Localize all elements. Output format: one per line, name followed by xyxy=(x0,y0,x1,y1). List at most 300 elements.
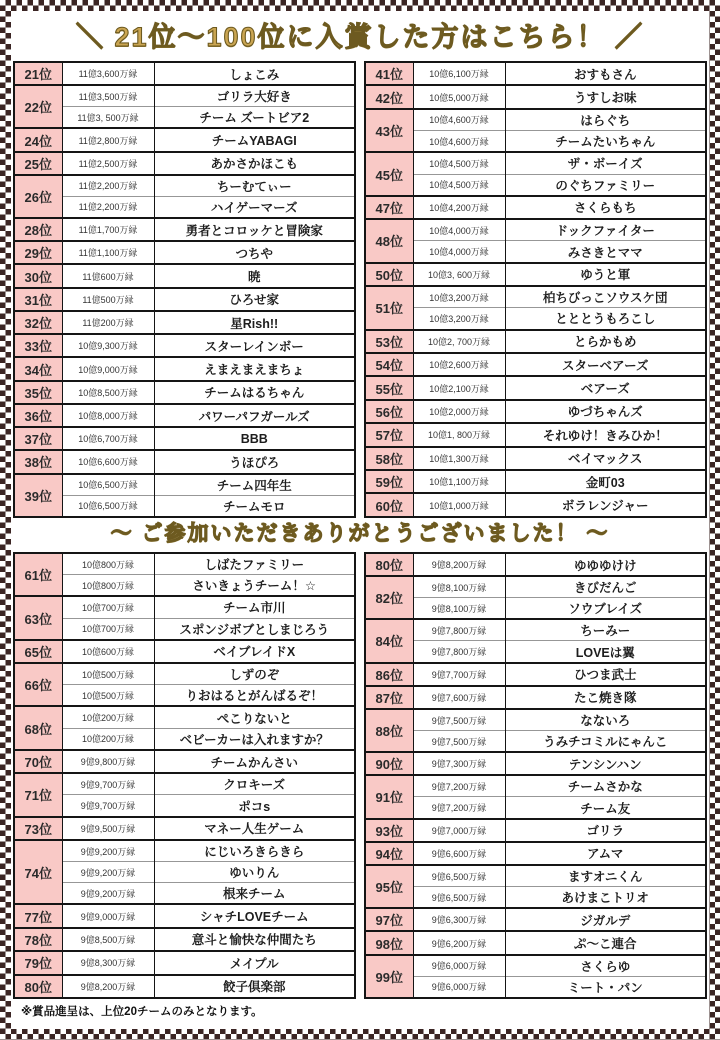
team-name-cell: みさきとママ xyxy=(505,241,706,263)
score-cell: 11億500万縁 xyxy=(62,288,154,311)
table-row xyxy=(14,196,355,218)
rank-cell: 39位 xyxy=(14,474,62,517)
team-name-cell: つちや xyxy=(154,241,355,264)
team-name-cell: 餃子倶楽部 xyxy=(154,975,355,998)
score-cell: 10億6,600万縁 xyxy=(62,450,154,473)
rank-cell: 36位 xyxy=(14,404,62,427)
team-name-cell: さくらゆ xyxy=(505,955,706,977)
rank-cell: 99位 xyxy=(365,955,413,998)
table-row xyxy=(365,775,706,797)
table-row xyxy=(365,797,706,819)
team-name-cell: のぐちファミリー xyxy=(505,174,706,196)
score-cell: 11億2,500万縁 xyxy=(62,152,154,175)
team-name-cell: チーム四年生 xyxy=(154,474,355,496)
rank-cell: 30位 xyxy=(14,264,62,287)
score-cell: 11億1,700万縁 xyxy=(62,218,154,241)
rank-cell: 22位 xyxy=(14,85,62,128)
rank-cell: 86位 xyxy=(365,663,413,686)
table-row xyxy=(365,976,706,998)
table-row xyxy=(365,709,706,731)
score-cell: 10億4,000万縁 xyxy=(413,219,505,241)
table-row xyxy=(14,288,355,311)
table-row xyxy=(365,576,706,598)
score-cell: 9億7,200万縁 xyxy=(413,775,505,797)
rank-cell: 61位 xyxy=(14,553,62,596)
rank-cell: 26位 xyxy=(14,175,62,218)
team-name-cell: ひつま武士 xyxy=(505,663,706,686)
table-row xyxy=(365,62,706,85)
table-row xyxy=(14,773,355,795)
rank-cell: 84位 xyxy=(365,619,413,662)
team-name-cell: しずのぞ xyxy=(154,663,355,685)
team-name-cell: ベアーズ xyxy=(505,376,706,399)
score-cell: 9億9,700万縁 xyxy=(62,773,154,795)
team-name-cell: 意斗と愉快な仲間たち xyxy=(154,928,355,951)
score-cell: 9億9,000万縁 xyxy=(62,904,154,927)
footnote-prize-notice: ※賞品進呈は、上位20チームのみとなります。 xyxy=(21,1006,263,1018)
rank-cell: 94位 xyxy=(365,842,413,865)
score-cell: 10億600万縁 xyxy=(62,640,154,663)
table-row xyxy=(14,706,355,728)
rank-cell: 42位 xyxy=(365,85,413,108)
team-name-cell: ミート・パン xyxy=(505,976,706,998)
table-row xyxy=(14,152,355,175)
rank-cell: 63位 xyxy=(14,596,62,639)
rank-cell: 37位 xyxy=(14,427,62,450)
rank-cell: 95位 xyxy=(365,865,413,908)
rank-cell: 97位 xyxy=(365,908,413,931)
team-name-cell: ベイマックス xyxy=(505,447,706,470)
rank-cell: 21位 xyxy=(14,62,62,85)
table-row xyxy=(14,62,355,85)
team-name-cell: スターレインボー xyxy=(154,334,355,357)
table-row xyxy=(14,495,355,517)
table-row xyxy=(14,795,355,817)
rank-cell: 47位 xyxy=(365,196,413,219)
score-cell: 9億7,500万縁 xyxy=(413,731,505,753)
score-cell: 9億9,700万縁 xyxy=(62,795,154,817)
score-cell: 11億200万縁 xyxy=(62,311,154,334)
score-cell: 10億4,500万縁 xyxy=(413,174,505,196)
score-cell: 9億6,000万縁 xyxy=(413,955,505,977)
score-cell: 11億1,100万縁 xyxy=(62,241,154,264)
team-name-cell: ちーむてぃー xyxy=(154,175,355,197)
team-name-cell: チームモロ xyxy=(154,495,355,517)
rank-cell: 78位 xyxy=(14,928,62,951)
score-cell: 10億2,600万縁 xyxy=(413,353,505,376)
table-row xyxy=(14,640,355,663)
score-cell: 10億5,000万縁 xyxy=(413,85,505,108)
table-row xyxy=(365,152,706,174)
page-title: ＼ 21位〜100位に入賞した方はこちら！ ／ xyxy=(75,22,645,52)
table-row xyxy=(14,311,355,334)
score-cell: 10億1,300万縁 xyxy=(413,447,505,470)
rank-cell: 58位 xyxy=(365,447,413,470)
team-name-cell: ゆいりん xyxy=(154,862,355,883)
team-name-cell: うすしお味 xyxy=(505,85,706,108)
team-name-cell: チーム友 xyxy=(505,797,706,819)
team-name-cell: なないろ xyxy=(505,709,706,731)
score-cell: 10億1,000万縁 xyxy=(413,493,505,517)
team-name-cell: ゆゆゆけけ xyxy=(505,553,706,576)
rank-cell: 71位 xyxy=(14,773,62,816)
table-row xyxy=(14,928,355,951)
team-name-cell: チーム ズートビア2 xyxy=(154,107,355,129)
rank-cell: 65位 xyxy=(14,640,62,663)
rank-cell: 50位 xyxy=(365,263,413,286)
team-name-cell: LOVEは翼 xyxy=(505,641,706,663)
team-name-cell: にじいろきらきら xyxy=(154,840,355,862)
content-area xyxy=(11,11,709,1029)
table-row xyxy=(14,128,355,151)
team-name-cell: おすもさん xyxy=(505,62,706,85)
score-cell: 11億2,200万縁 xyxy=(62,175,154,197)
table-row xyxy=(365,663,706,686)
team-name-cell: ボラレンジャー xyxy=(505,493,706,517)
score-cell: 9億6,500万縁 xyxy=(413,887,505,909)
rank-cell: 38位 xyxy=(14,450,62,473)
table-row xyxy=(365,931,706,954)
score-cell: 9億8,500万縁 xyxy=(62,928,154,951)
table-row xyxy=(365,308,706,330)
table-row xyxy=(14,474,355,496)
ranking-table-80-99 xyxy=(364,552,707,999)
table-row xyxy=(14,175,355,197)
team-name-cell: チームYABAGI xyxy=(154,128,355,151)
rank-cell: 59位 xyxy=(365,470,413,493)
rank-cell: 57位 xyxy=(365,423,413,446)
table-row xyxy=(365,263,706,286)
team-name-cell: 勇者とコロッケと冒険家 xyxy=(154,218,355,241)
rank-cell: 48位 xyxy=(365,219,413,262)
rank-cell: 74位 xyxy=(14,840,62,905)
team-name-cell: 暁 xyxy=(154,264,355,287)
rank-cell: 91位 xyxy=(365,775,413,818)
team-name-cell: ひろせ家 xyxy=(154,288,355,311)
team-name-cell: ハイゲーマーズ xyxy=(154,196,355,218)
table-row xyxy=(14,241,355,264)
table-row xyxy=(365,470,706,493)
rank-cell: 24位 xyxy=(14,128,62,151)
score-cell: 9億7,300万縁 xyxy=(413,752,505,775)
team-name-cell: チームたいちゃん xyxy=(505,131,706,153)
score-cell: 10億3,200万縁 xyxy=(413,308,505,330)
rank-cell: 31位 xyxy=(14,288,62,311)
score-cell: 10億700万縁 xyxy=(62,618,154,640)
score-cell: 9億8,300万縁 xyxy=(62,951,154,974)
rank-cell: 35位 xyxy=(14,381,62,404)
table-row xyxy=(14,553,355,575)
score-cell: 10億3, 600万縁 xyxy=(413,263,505,286)
rank-cell: 55位 xyxy=(365,376,413,399)
team-name-cell: 柏ちびっこソウスケ団 xyxy=(505,286,706,308)
team-name-cell: アムマ xyxy=(505,842,706,865)
team-name-cell: ソウブレイズ xyxy=(505,598,706,620)
rank-cell: 33位 xyxy=(14,334,62,357)
bottom-tables-row xyxy=(13,552,707,999)
table-row xyxy=(365,286,706,308)
table-row xyxy=(365,109,706,131)
score-cell: 9億6,300万縁 xyxy=(413,908,505,931)
table-row xyxy=(14,107,355,129)
score-cell: 9億6,000万縁 xyxy=(413,976,505,998)
score-cell: 10億4,500万縁 xyxy=(413,152,505,174)
rank-cell: 73位 xyxy=(14,817,62,840)
score-cell: 9億6,500万縁 xyxy=(413,865,505,887)
score-cell: 10億8,000万縁 xyxy=(62,404,154,427)
rank-cell: 90位 xyxy=(365,752,413,775)
table-row xyxy=(365,131,706,153)
score-cell: 9億9,500万縁 xyxy=(62,817,154,840)
score-cell: 10億8,500万縁 xyxy=(62,381,154,404)
rank-cell: 87位 xyxy=(365,686,413,709)
table-row xyxy=(365,85,706,108)
team-name-cell: チーム市川 xyxy=(154,596,355,618)
team-name-cell: ゴリラ大好き xyxy=(154,85,355,107)
team-name-cell: ぷ〜こ連合 xyxy=(505,931,706,954)
table-row xyxy=(14,85,355,107)
table-row xyxy=(365,376,706,399)
team-name-cell: ぺこりないと xyxy=(154,706,355,728)
rank-cell: 77位 xyxy=(14,904,62,927)
score-cell: 9億7,700万縁 xyxy=(413,663,505,686)
table-row xyxy=(14,750,355,773)
table-row xyxy=(14,427,355,450)
team-name-cell: クロキーズ xyxy=(154,773,355,795)
team-name-cell: ポコs xyxy=(154,795,355,817)
table-row xyxy=(365,241,706,263)
score-cell: 9億9,800万縁 xyxy=(62,750,154,773)
rank-cell: 66位 xyxy=(14,663,62,706)
team-name-cell: あかさかほこも xyxy=(154,152,355,175)
table-row xyxy=(365,219,706,241)
table-row xyxy=(365,752,706,775)
table-row xyxy=(14,951,355,974)
score-cell: 10億6,500万縁 xyxy=(62,474,154,496)
table-row xyxy=(14,728,355,750)
table-row xyxy=(365,686,706,709)
table-row xyxy=(14,575,355,597)
rank-cell: 80位 xyxy=(365,553,413,576)
score-cell: 10億500万縁 xyxy=(62,685,154,707)
score-cell: 10億1,100万縁 xyxy=(413,470,505,493)
team-name-cell: ジガルデ xyxy=(505,908,706,931)
team-name-cell: さくらもち xyxy=(505,196,706,219)
team-name-cell: それゆけ！きみひか！ xyxy=(505,423,706,446)
table-row xyxy=(365,842,706,865)
team-name-cell: たこ焼き隊 xyxy=(505,686,706,709)
score-cell: 10億6,500万縁 xyxy=(62,495,154,517)
table-row xyxy=(365,353,706,376)
score-cell: 9億9,200万縁 xyxy=(62,862,154,883)
team-name-cell: BBB xyxy=(154,427,355,450)
team-name-cell: さいきょうチーム！☆ xyxy=(154,575,355,597)
team-name-cell: スポンジボブとしまじろう xyxy=(154,618,355,640)
team-name-cell: とらかもめ xyxy=(505,330,706,353)
rank-cell: 56位 xyxy=(365,400,413,423)
score-cell: 9億6,200万縁 xyxy=(413,931,505,954)
score-cell: 11億3,600万縁 xyxy=(62,62,154,85)
score-cell: 10億3,200万縁 xyxy=(413,286,505,308)
score-cell: 10億2,100万縁 xyxy=(413,376,505,399)
table-row xyxy=(14,840,355,862)
team-name-cell: メイプル xyxy=(154,951,355,974)
table-row xyxy=(14,264,355,287)
table-row xyxy=(14,357,355,380)
rank-cell: 53位 xyxy=(365,330,413,353)
team-name-cell: ちーみー xyxy=(505,619,706,641)
team-name-cell: パワーパフガールズ xyxy=(154,404,355,427)
table-row xyxy=(365,641,706,663)
table-row xyxy=(14,381,355,404)
rank-cell: 70位 xyxy=(14,750,62,773)
team-name-cell: チームはるちゃん xyxy=(154,381,355,404)
table-row xyxy=(365,400,706,423)
table-row xyxy=(365,819,706,842)
table-row xyxy=(365,731,706,753)
table-row xyxy=(14,663,355,685)
rank-cell: 51位 xyxy=(365,286,413,329)
team-name-cell: うみチコミルにゃんこ xyxy=(505,731,706,753)
score-cell: 11億3,500万縁 xyxy=(62,85,154,107)
table-row xyxy=(14,883,355,905)
table-row xyxy=(365,493,706,517)
score-cell: 10億800万縁 xyxy=(62,553,154,575)
score-cell: 10億4,600万縁 xyxy=(413,131,505,153)
score-cell: 10億200万縁 xyxy=(62,706,154,728)
team-name-cell: うほぴろ xyxy=(154,450,355,473)
team-name-cell: りおはるとがんばるぞ！ xyxy=(154,685,355,707)
ranking-table-21-39 xyxy=(13,61,356,518)
score-cell: 9億6,600万縁 xyxy=(413,842,505,865)
rank-cell: 79位 xyxy=(14,951,62,974)
team-name-cell: シャチLOVEチーム xyxy=(154,904,355,927)
team-name-cell: 星Rish!! xyxy=(154,311,355,334)
team-name-cell: しょこみ xyxy=(154,62,355,85)
team-name-cell: とととうもろこし xyxy=(505,308,706,330)
table-row xyxy=(365,423,706,446)
table-row xyxy=(14,596,355,618)
table-row xyxy=(365,887,706,909)
score-cell: 10億4,200万縁 xyxy=(413,196,505,219)
score-cell: 10億9,300万縁 xyxy=(62,334,154,357)
team-name-cell: チームさかな xyxy=(505,775,706,797)
team-name-cell: ゆうと軍 xyxy=(505,263,706,286)
score-cell: 9億8,100万縁 xyxy=(413,576,505,598)
table-row xyxy=(14,862,355,883)
score-cell: 9億9,200万縁 xyxy=(62,883,154,905)
table-row xyxy=(365,553,706,576)
team-name-cell: ドックファイター xyxy=(505,219,706,241)
score-cell: 9億7,800万縁 xyxy=(413,641,505,663)
score-cell: 10億800万縁 xyxy=(62,575,154,597)
table-row xyxy=(365,174,706,196)
table-row xyxy=(14,618,355,640)
rank-cell: 80位 xyxy=(14,975,62,998)
team-name-cell: ベイブレイドX xyxy=(154,640,355,663)
team-name-cell: えまえまえまちょ xyxy=(154,357,355,380)
score-cell: 9億9,200万縁 xyxy=(62,840,154,862)
table-row xyxy=(14,685,355,707)
team-name-cell: はらぐち xyxy=(505,109,706,131)
team-name-cell: テンシンハン xyxy=(505,752,706,775)
ranking-table-61-80 xyxy=(13,552,356,999)
score-cell: 10億4,600万縁 xyxy=(413,109,505,131)
team-name-cell: 金町03 xyxy=(505,470,706,493)
score-cell: 11億3, 500万縁 xyxy=(62,107,154,129)
score-cell: 10億9,000万縁 xyxy=(62,357,154,380)
score-cell: 10億2, 700万縁 xyxy=(413,330,505,353)
team-name-cell: あけまこトリオ xyxy=(505,887,706,909)
score-cell: 9億7,600万縁 xyxy=(413,686,505,709)
rank-cell: 93位 xyxy=(365,819,413,842)
table-row xyxy=(14,334,355,357)
table-row xyxy=(14,975,355,998)
rank-cell: 88位 xyxy=(365,709,413,752)
score-cell: 9億8,100万縁 xyxy=(413,598,505,620)
team-name-cell: ザ・ボーイズ xyxy=(505,152,706,174)
team-name-cell: ベビーカーは入れますか？ xyxy=(154,728,355,750)
ranking-table-41-60 xyxy=(364,61,707,518)
team-name-cell: マネー人生ゲーム xyxy=(154,817,355,840)
team-name-cell: チームかんさい xyxy=(154,750,355,773)
score-cell: 10億6,700万縁 xyxy=(62,427,154,450)
score-cell: 10億700万縁 xyxy=(62,596,154,618)
table-row xyxy=(365,908,706,931)
rank-cell: 54位 xyxy=(365,353,413,376)
table-row xyxy=(14,817,355,840)
rank-cell: 60位 xyxy=(365,493,413,517)
table-row xyxy=(365,865,706,887)
team-name-cell: ゆづちゃんズ xyxy=(505,400,706,423)
score-cell: 9億7,200万縁 xyxy=(413,797,505,819)
rank-cell: 29位 xyxy=(14,241,62,264)
rank-cell: 45位 xyxy=(365,152,413,195)
table-row xyxy=(365,196,706,219)
score-cell: 10億4,000万縁 xyxy=(413,241,505,263)
table-row xyxy=(365,619,706,641)
team-name-cell: ますオニくん xyxy=(505,865,706,887)
top-tables-row xyxy=(13,61,707,518)
rank-cell: 43位 xyxy=(365,109,413,152)
score-cell: 11億2,200万縁 xyxy=(62,196,154,218)
table-row xyxy=(14,218,355,241)
team-name-cell: きびだんご xyxy=(505,576,706,598)
score-cell: 9億7,800万縁 xyxy=(413,619,505,641)
rank-cell: 34位 xyxy=(14,357,62,380)
rank-cell: 41位 xyxy=(365,62,413,85)
team-name-cell: 根来チーム xyxy=(154,883,355,905)
section-heading-thanks: 〜 ご参加いただきありがとうございました！ 〜 xyxy=(110,522,610,545)
score-cell: 10億200万縁 xyxy=(62,728,154,750)
score-cell: 10億2,000万縁 xyxy=(413,400,505,423)
rank-cell: 98位 xyxy=(365,931,413,954)
rank-cell: 28位 xyxy=(14,218,62,241)
score-cell: 11億600万縁 xyxy=(62,264,154,287)
score-cell: 10億1, 800万縁 xyxy=(413,423,505,446)
rank-cell: 32位 xyxy=(14,311,62,334)
score-cell: 11億2,800万縁 xyxy=(62,128,154,151)
score-cell: 9億8,200万縁 xyxy=(62,975,154,998)
team-name-cell: しばたファミリー xyxy=(154,553,355,575)
score-cell: 9億7,500万縁 xyxy=(413,709,505,731)
score-cell: 10億500万縁 xyxy=(62,663,154,685)
team-name-cell: ゴリラ xyxy=(505,819,706,842)
team-name-cell: スターベアーズ xyxy=(505,353,706,376)
table-row xyxy=(365,598,706,620)
score-cell: 9億8,200万縁 xyxy=(413,553,505,576)
table-row xyxy=(14,450,355,473)
